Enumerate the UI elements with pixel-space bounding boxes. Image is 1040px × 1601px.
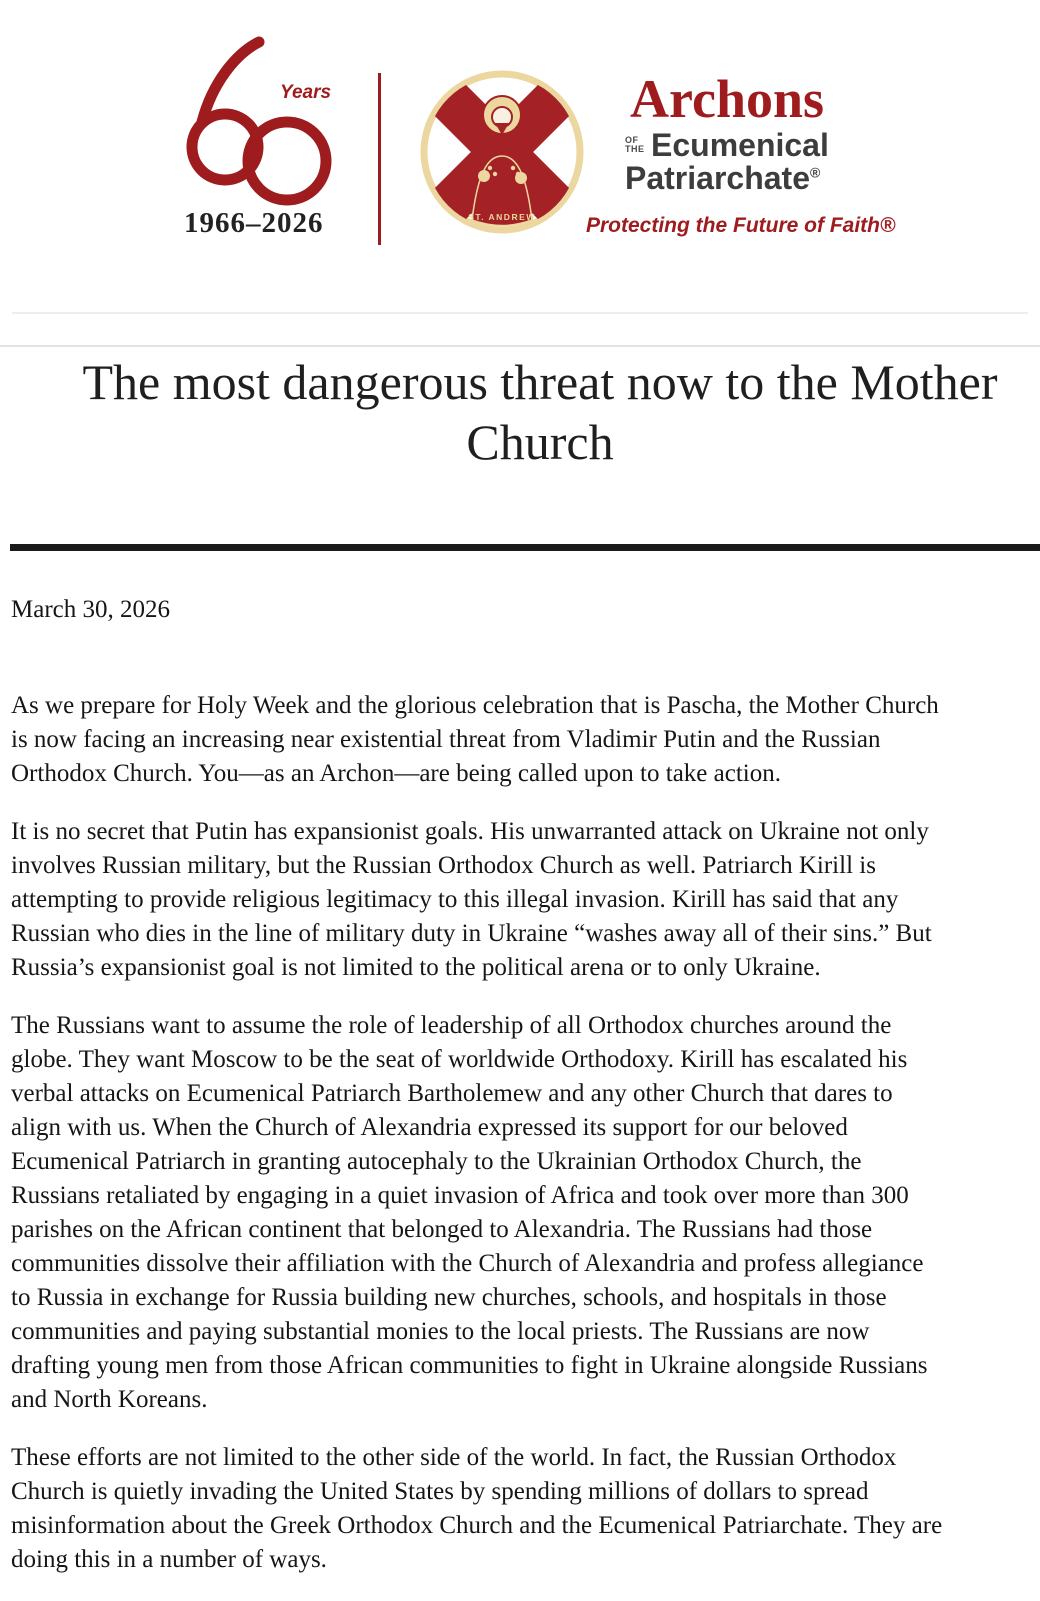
brand-title: Archons — [630, 69, 825, 129]
paragraph-line: parishes on the African continent that belonged to Alexandria. The Russians had those — [11, 1216, 873, 1243]
paragraph — [11, 1441, 1040, 1577]
paragraph-line: communities dissolve their affiliation with the Church of Alexandria and profess allegiance — [11, 1250, 924, 1277]
brand-org-line2 — [625, 162, 820, 194]
header-divider — [378, 73, 381, 245]
paragraph-line: Russia’s expansionist goal is not limited to the political arena or to only Ukraine. — [11, 954, 821, 981]
brand-of: OF — [625, 135, 639, 145]
article-title — [0, 352, 1040, 472]
paragraph — [11, 1009, 1040, 1417]
paragraph-line: globe. They want Moscow to be the seat of worldwide Orthodoxy. Kirill has escalated his — [11, 1046, 908, 1073]
paragraph-line: verbal attacks on Ecumenical Patriarch Bartholemew and any other Church that dares to — [11, 1080, 893, 1107]
paragraph-line: Russian who dies in the line of military duty in Ukraine “washes away all of their sins.” But — [11, 920, 932, 947]
paragraph-line: involves Russian military, but the Russian Orthodox Church as well. Patriarch Kirill is — [11, 852, 876, 879]
anniversary-logo — [180, 36, 345, 216]
article-body — [11, 593, 1040, 1601]
brand-the: THE — [625, 144, 645, 154]
paragraph-line: The Russians want to assume the role of leadership of all Orthodox churches around the — [11, 1012, 892, 1039]
article-title-line1: The most dangerous threat now to the Mother — [82, 354, 998, 410]
brand-of-the — [625, 136, 645, 154]
paragraph-line: misinformation about the Greek Orthodox Church and the Ecumenical Patriarchate. They are — [11, 1512, 943, 1539]
paragraph-line: communities and paying substantial monies to the local priests. The Russians are now — [11, 1318, 870, 1345]
brand-org-line1: Ecumenical — [651, 127, 829, 163]
separator-light-full — [0, 345, 1040, 347]
paragraph-line: align with us. When the Church of Alexandria expressed its support for our beloved — [11, 1114, 848, 1141]
sixty-logo-icon — [180, 36, 345, 216]
badge-saint-label: ST. ANDREW — [468, 212, 536, 222]
paragraph-line: to Russia in exchange for Russia building new churches, schools, and hospitals in those — [11, 1284, 887, 1311]
paragraph — [11, 689, 1040, 791]
separator-light-top — [12, 312, 1028, 314]
st-andrew-icon — [420, 70, 584, 234]
st-andrew-badge — [420, 70, 584, 234]
title-underline-rule — [10, 544, 1040, 551]
article-title-line2: Church — [466, 414, 614, 470]
anniversary-years-label: Years — [280, 82, 332, 103]
paragraph-line: is now facing an increasing near existential threat from Vladimir Putin and the Russian — [11, 726, 881, 753]
paragraph-line: As we prepare for Holy Week and the glorious celebration that is Pascha, the Mother Church — [11, 692, 939, 719]
article-date: March 30, 2026 — [11, 596, 170, 623]
paragraph-line: These efforts are not limited to the other side of the world. In fact, the Russian Orthodox — [11, 1444, 897, 1471]
brand-org-line2-text: Patriarchate — [625, 160, 810, 196]
paragraph-line: drafting young men from those African communities to fight in Ukraine alongside Russians — [11, 1352, 928, 1379]
brand-tagline: Protecting the Future of Faith® — [586, 214, 896, 237]
paragraph — [11, 815, 1040, 985]
paragraph-line: doing this in a number of ways. — [11, 1546, 327, 1573]
paragraph-line: Church is quietly invading the United States by spending millions of dollars to spread — [11, 1478, 869, 1505]
paragraph-line: Ecumenical Patriarch in granting autocephaly to the Ukrainian Orthodox Church, the — [11, 1148, 862, 1175]
paragraph-line: Orthodox Church. You—as an Archon—are being called upon to take action. — [11, 760, 781, 787]
registered-mark: ® — [809, 164, 821, 181]
paragraph-line: attempting to provide religious legitimacy to this illegal invasion. Kirill has said that any — [11, 886, 899, 913]
paragraph-line: and North Koreans. — [11, 1386, 208, 1413]
paragraph-line: It is no secret that Putin has expansionist goals. His unwarranted attack on Ukraine not only — [11, 818, 929, 845]
anniversary-range: 1966–2026 — [184, 207, 324, 239]
paragraph-line: Russians retaliated by engaging in a quiet invasion of Africa and took over more than 300 — [11, 1182, 909, 1209]
